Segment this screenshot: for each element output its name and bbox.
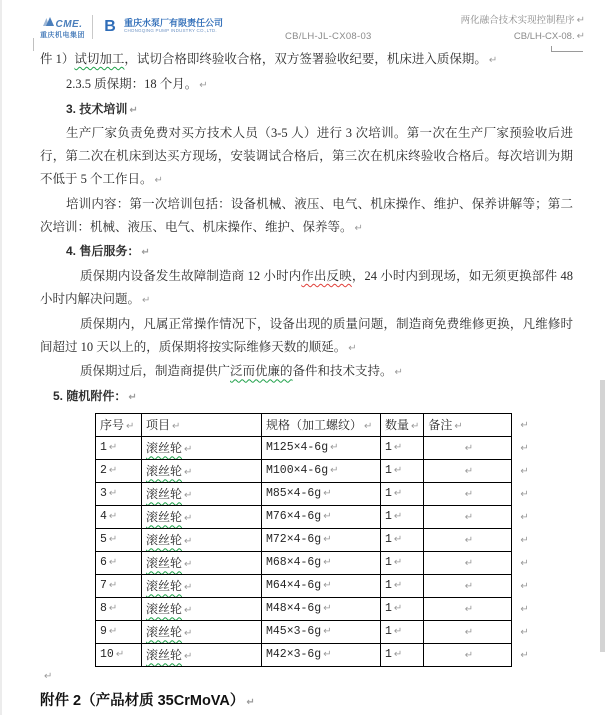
cell-item [142, 505, 262, 528]
paragraph-mark: ↵ [464, 466, 474, 478]
paragraph-mark: ↵ [108, 442, 118, 454]
paragraph-mark: ↵ [323, 534, 332, 546]
text-run: 质保期内设备发生故障制造商 12 小时内 [80, 269, 302, 284]
table-row [96, 643, 534, 666]
cme-group-name: 重庆机电集团 [40, 32, 85, 39]
cell-item [142, 482, 262, 505]
cell-text: 1 [385, 648, 392, 662]
doc-number-right-line [461, 29, 585, 45]
text-run: 5. 随机附件： [53, 389, 127, 404]
cell-spec [262, 482, 381, 505]
paragraph [40, 48, 573, 73]
cell-text: 7 [100, 579, 107, 593]
cell-no [96, 643, 142, 666]
paragraph [40, 313, 573, 361]
paragraph-mark: ↵ [115, 649, 125, 661]
logo-row [40, 14, 223, 39]
cell-item [142, 528, 262, 551]
paragraph-mark: ↵ [520, 420, 529, 432]
cell-note [424, 574, 512, 597]
column-header-text: 规格（加工螺纹） [266, 418, 363, 433]
table-row [96, 528, 534, 551]
paragraph [40, 360, 573, 385]
cell-text: 1 [385, 602, 392, 616]
text-run: ，试切合格即终验收合格，双方签署验收纪要，机床进入质保期。 [124, 52, 487, 66]
document-body [40, 48, 573, 710]
doc-number-center: CB/LH-JL-CX08-03 [285, 31, 372, 42]
paragraph-mark: ↵ [464, 489, 474, 501]
cell-text: 1 [385, 487, 392, 501]
paragraph-mark: ↵ [199, 79, 208, 91]
text-run: 质保期过后，制造商提供广 [80, 364, 231, 379]
cell-text: 1 [385, 579, 392, 593]
cell-no [96, 436, 142, 459]
cell-qty [381, 528, 424, 551]
cell-spec [262, 505, 381, 528]
cell-item [142, 620, 262, 643]
cell-text: 滚丝轮 [146, 510, 183, 525]
paragraph-mark: ↵ [184, 582, 193, 594]
paragraph-mark: ↵ [184, 651, 193, 663]
column-header [96, 413, 142, 436]
column-header [381, 413, 424, 436]
column-header-text: 备注 [428, 418, 453, 433]
cell-text: 滚丝轮 [146, 579, 183, 594]
paragraph-mark: ↵ [393, 603, 403, 615]
margin-crop-mark [33, 38, 34, 51]
cell-note [424, 436, 512, 459]
paragraph-mark: ↵ [393, 626, 403, 638]
paragraph-mark: ↵ [323, 649, 332, 661]
paragraph-mark: ↵ [108, 603, 118, 615]
paragraph-mark: ↵ [108, 557, 118, 569]
cell-no [96, 528, 142, 551]
paragraph-mark: ↵ [184, 628, 193, 640]
table-row [96, 551, 534, 574]
paragraph-mark: ↵ [142, 294, 151, 306]
row-end-mark-cell [512, 620, 534, 643]
attachment-title-text: 附件 2（产品材质 35CrMoVA） [40, 692, 245, 709]
cell-text: 8 [100, 602, 107, 616]
paragraph-mark: ↵ [364, 421, 373, 433]
paragraph-mark: ↵ [393, 511, 403, 523]
paragraph-mark: ↵ [184, 490, 193, 502]
cell-text: 滚丝轮 [146, 648, 183, 663]
cell-spec [262, 436, 381, 459]
paragraph-mark: ↵ [184, 605, 193, 617]
paragraph [40, 265, 573, 313]
paragraph-mark: ↵ [108, 534, 118, 546]
paragraph-mark: ↵ [323, 488, 332, 500]
cell-text: 10 [100, 648, 114, 662]
paragraph-mark: ↵ [184, 467, 193, 479]
paragraph-mark: ↵ [393, 488, 403, 500]
cell-item [142, 551, 262, 574]
program-title-line [461, 13, 585, 29]
table-row [96, 574, 534, 597]
paragraph [40, 240, 573, 265]
row-end-mark-cell [512, 505, 534, 528]
cell-spec [262, 459, 381, 482]
paragraph-mark: ↵ [108, 511, 118, 523]
page-edge-left [0, 0, 2, 715]
row-end-mark-cell [512, 597, 534, 620]
row-end-mark-cell [512, 528, 534, 551]
cell-note [424, 597, 512, 620]
cell-spec [262, 620, 381, 643]
paragraph-mark: ↵ [108, 488, 118, 500]
paragraph-mark: ↵ [520, 535, 529, 547]
paragraph-mark: ↵ [464, 512, 474, 524]
paragraph-mark: ↵ [464, 581, 474, 593]
document-header [40, 12, 585, 50]
cell-no [96, 597, 142, 620]
paragraph [40, 122, 573, 192]
cell-note [424, 643, 512, 666]
row-end-mark-cell [512, 413, 534, 436]
cell-text: M125×4-6g [266, 441, 329, 455]
cell-qty [381, 620, 424, 643]
paragraph-mark: ↵ [464, 443, 474, 455]
paragraph-mark: ↵ [576, 31, 585, 42]
paragraph-mark: ↵ [520, 558, 529, 570]
table-row [96, 436, 534, 459]
text-run: 3. 技术培训 [66, 101, 128, 116]
paragraph-mark: ↵ [354, 222, 363, 234]
cell-qty [381, 459, 424, 482]
cell-spec [262, 574, 381, 597]
paragraph-mark: ↵ [464, 558, 474, 570]
cell-no [96, 574, 142, 597]
cell-item [142, 597, 262, 620]
text-run: 培训内容：第一次培训包括：设备机械、液压、电气、机床操作、维护、保养讲解等；第二次培训：机械、液压、电气、机床操作、维护、保养等。 [40, 196, 573, 234]
paragraph-mark: ↵ [108, 465, 118, 477]
cell-qty [381, 551, 424, 574]
page-edge-right [600, 380, 605, 652]
row-end-mark-cell [512, 482, 534, 505]
cell-qty [381, 505, 424, 528]
paragraph [40, 98, 573, 123]
cell-no [96, 551, 142, 574]
after-table-paragraph [42, 667, 573, 685]
cell-note [424, 551, 512, 574]
cell-no [96, 620, 142, 643]
cell-text: M85×4-6g [266, 487, 322, 501]
paragraph-mark: ↵ [184, 559, 193, 571]
paragraph-mark: ↵ [141, 247, 150, 259]
cell-text: 1 [385, 510, 392, 524]
column-header [262, 413, 381, 436]
cell-spec [262, 643, 381, 666]
body-paragraphs [40, 48, 573, 410]
row-end-mark-cell [512, 643, 534, 666]
cell-text: M64×4-6g [266, 579, 322, 593]
paragraph-mark: ↵ [464, 535, 474, 547]
paragraph-mark: ↵ [464, 650, 474, 662]
cell-note [424, 620, 512, 643]
paragraph-mark: ↵ [184, 513, 193, 525]
header-right-block [461, 13, 585, 52]
paragraph-mark: ↵ [394, 367, 403, 379]
paragraph-mark: ↵ [184, 444, 193, 456]
paragraph-mark: ↵ [488, 55, 498, 66]
cell-text: 1 [385, 556, 392, 570]
column-header-text: 项目 [146, 418, 171, 433]
doc-number-right: CB/LH-CX-08. [513, 31, 575, 42]
column-header [142, 413, 262, 436]
cell-note [424, 482, 512, 505]
paragraph-mark: ↵ [323, 626, 332, 638]
table-row [96, 597, 534, 620]
paragraph-mark: ↵ [393, 580, 403, 592]
text-run: 4. 售后服务： [66, 244, 140, 259]
cell-text: 滚丝轮 [146, 533, 183, 548]
cell-text: 6 [100, 556, 107, 570]
pump-logo-icon: B [104, 17, 116, 35]
spellcheck-underlined-text: 作出反映 [301, 269, 352, 284]
paragraph-mark: ↵ [323, 603, 332, 615]
paragraph-mark: ↵ [393, 557, 403, 569]
paragraph-mark: ↵ [330, 465, 339, 477]
cell-note [424, 528, 512, 551]
paragraph-mark: ↵ [348, 342, 357, 354]
pump-company-cn: 重庆水泵厂有限责任公司 [124, 18, 224, 29]
paragraph-mark: ↵ [520, 627, 529, 639]
spellcheck-underlined-text: 试切加工 [74, 52, 125, 66]
cell-item [142, 574, 262, 597]
cell-text: 滚丝轮 [146, 487, 183, 502]
paragraph-mark: ↵ [323, 511, 332, 523]
paragraph-mark: ↵ [154, 174, 163, 186]
attachment-title [40, 689, 573, 710]
paragraph-mark: ↵ [520, 512, 529, 524]
cell-text: M100×4-6g [266, 464, 329, 478]
cell-text: 4 [100, 510, 107, 524]
paragraph-mark: ↵ [520, 443, 529, 455]
paragraph-mark: ↵ [108, 626, 118, 638]
cell-qty [381, 597, 424, 620]
cell-no [96, 459, 142, 482]
logo-divider [92, 15, 93, 39]
paragraph-mark: ↵ [246, 696, 255, 708]
paragraph-mark: ↵ [323, 580, 332, 592]
paragraph-mark: ↵ [126, 421, 135, 433]
cell-text: 滚丝轮 [146, 625, 183, 640]
cell-qty [381, 436, 424, 459]
cell-qty [381, 482, 424, 505]
paragraph-mark: ↵ [393, 649, 403, 661]
cell-text: 2 [100, 464, 107, 478]
row-end-mark-cell [512, 551, 534, 574]
column-header [424, 413, 512, 436]
cell-text: 9 [100, 625, 107, 639]
paragraph [40, 193, 573, 241]
paragraph-mark: ↵ [464, 604, 474, 616]
cell-note [424, 505, 512, 528]
cme-logo [40, 14, 85, 39]
cell-text: 滚丝轮 [146, 441, 183, 456]
paragraph-mark: ↵ [464, 627, 474, 639]
cell-text: 1 [385, 464, 392, 478]
paragraph-mark: ↵ [454, 421, 463, 433]
cell-spec [262, 551, 381, 574]
cell-no [96, 505, 142, 528]
paragraph-mark: ↵ [393, 534, 403, 546]
table-row [96, 505, 534, 528]
paragraph-mark: ↵ [172, 421, 181, 433]
cell-text: 滚丝轮 [146, 464, 183, 479]
paragraph-mark: ↵ [576, 15, 585, 26]
paragraph-mark: ↵ [44, 670, 53, 682]
column-header-text: 序号 [100, 418, 125, 433]
cell-qty [381, 643, 424, 666]
cell-text: 1 [385, 533, 392, 547]
paragraph-mark: ↵ [108, 580, 118, 592]
pump-company-en: CHONGQING PUMP INDUSTRY CO.,LTD. [124, 27, 217, 33]
attachment-table-header-row [96, 413, 534, 436]
paragraph [40, 73, 573, 98]
cme-mountain-icon [43, 14, 54, 30]
text-run: 备件和技术支持。 [292, 364, 393, 379]
cell-spec [262, 597, 381, 620]
cell-text: M72×4-6g [266, 533, 322, 547]
spellcheck-underlined-text: 泛而优廉的 [230, 364, 293, 379]
pump-logo [100, 17, 223, 37]
text-run: 件 1） [40, 52, 75, 66]
paragraph-mark: ↵ [393, 465, 403, 477]
table-row [96, 459, 534, 482]
paragraph-mark: ↵ [520, 581, 529, 593]
row-end-mark-cell [512, 574, 534, 597]
column-header-text: 数量 [385, 418, 410, 433]
paragraph-mark: ↵ [393, 442, 403, 454]
cell-text: 滚丝轮 [146, 556, 183, 571]
table-row [96, 620, 534, 643]
cell-note [424, 459, 512, 482]
text-run: 生产厂家负责免费对买方技术人员（3-5 人）进行 3 次培训。第一次在生产厂家预验收后进行，第二次在机床到达买方现场，安装调试合格后，第三次在机床终验收合格后。每次培训为期不低于 5 个工作日。 [40, 126, 573, 186]
cell-text: M76×4-6g [266, 510, 322, 524]
paragraph-mark: ↵ [520, 604, 529, 616]
text-run: ，24 小时内到现场，如无须更换部件 48 小时内解决问题。 [40, 269, 573, 306]
paragraph-mark: ↵ [520, 489, 529, 501]
cell-text: M42×3-6g [266, 648, 322, 662]
paragraph-mark: ↵ [129, 104, 138, 116]
paragraph-mark: ↵ [323, 557, 332, 569]
cell-text: 5 [100, 533, 107, 547]
attachment-table [95, 413, 534, 667]
attachment-table-wrap [95, 413, 573, 667]
program-title: 两化融合技术实现控制程序 [460, 15, 575, 26]
paragraph-mark: ↵ [330, 442, 339, 454]
attachment-table-body [96, 436, 534, 666]
text-run: 2.3.5 质保期：18 个月。 [66, 76, 198, 91]
table-row [96, 482, 534, 505]
paragraph-mark: ↵ [411, 421, 420, 433]
cell-text: M68×4-6g [266, 556, 322, 570]
paragraph-mark: ↵ [520, 466, 529, 478]
paragraph-mark: ↵ [128, 392, 137, 404]
cell-text: M45×3-6g [266, 625, 322, 639]
cell-text: 滚丝轮 [146, 602, 183, 617]
cell-text: 1 [100, 441, 107, 455]
cell-text: 1 [385, 441, 392, 455]
cell-item [142, 436, 262, 459]
text-run: 质保期内，凡属正常操作情况下，设备出现的质量问题，制造商免费维修更换，凡维修时间超过 10 天以上的，质保期将按实际维修天数的顺延。 [40, 316, 573, 354]
paragraph-mark: ↵ [184, 536, 193, 548]
cell-item [142, 459, 262, 482]
cell-qty [381, 574, 424, 597]
paragraph [40, 385, 573, 410]
cell-item [142, 643, 262, 666]
cell-text: M48×4-6g [266, 602, 322, 616]
cell-text: 1 [385, 625, 392, 639]
row-end-mark-cell [512, 436, 534, 459]
cme-brand-text: CME. [55, 19, 83, 30]
cell-spec [262, 528, 381, 551]
row-end-mark-cell [512, 459, 534, 482]
cell-text: 3 [100, 487, 107, 501]
paragraph-mark: ↵ [520, 650, 529, 662]
cell-no [96, 482, 142, 505]
